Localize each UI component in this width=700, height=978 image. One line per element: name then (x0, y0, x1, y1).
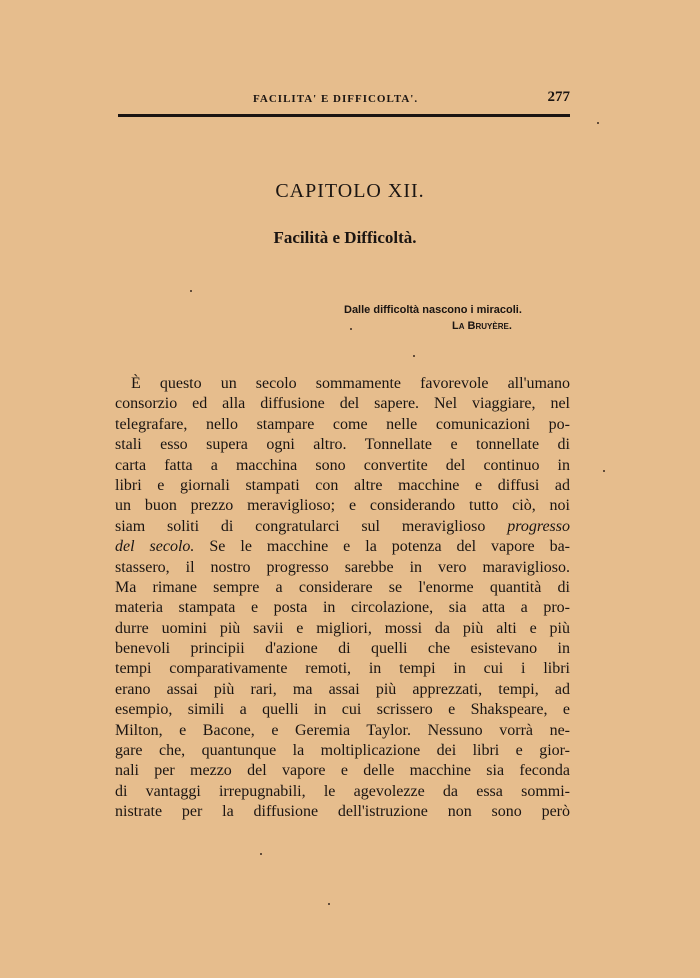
running-title: FACILITA' E DIFFICOLTA'. (253, 93, 419, 105)
text-line (115, 517, 570, 537)
text-line: Ma rimane sempre a considerare se l'enorme quantità di (115, 578, 570, 596)
text-line: erano assai più rari, ma assai più apprezzati, tempi, ad (115, 680, 570, 698)
text-line: stali esso supera ogni altro. Tonnellate e tonnellate di (115, 436, 570, 454)
epigraph-author: La Bruyère. (452, 320, 512, 332)
paper-speck (328, 903, 330, 905)
text-line: telegrafare, nello stampare come nelle comunicazioni po- (115, 415, 570, 433)
text-line: gare che, quantunque la moltiplicazione dei libri e gior- (115, 742, 570, 760)
text-segment: siam soliti di congratularci sul meraviglioso (115, 517, 486, 535)
text-line: carta fatta a macchina sono convertite del continuo in (115, 456, 570, 474)
header-rule (118, 114, 570, 117)
body-text (115, 374, 570, 823)
page-number: 277 (547, 89, 570, 105)
text-line: durre uomini più savii e migliori, mossi da più alti e più (115, 619, 570, 637)
text-line: un buon prezzo meraviglioso; e considerando tutto ciò, noi (115, 497, 570, 515)
italic-phrase: del secolo. (115, 538, 195, 556)
paper-speck (190, 290, 192, 292)
text-line: stassero, il nostro progresso sarebbe in vero maraviglioso. (115, 558, 570, 576)
paper-speck (603, 470, 605, 472)
text-line: di vantaggi irrepugnabili, le agevolezze da essa sommi- (115, 782, 570, 800)
text-line: nistrate per la diffusione dell'istruzione non sono però (115, 803, 570, 821)
italic-phrase: progresso (507, 517, 571, 535)
section-title: Facilità e Difficoltà. (273, 228, 417, 247)
running-header (118, 90, 568, 112)
text-line (115, 537, 570, 557)
paper-speck (350, 328, 352, 330)
text-line: tempi comparativamente remoti, in tempi in cui i libri (115, 660, 570, 678)
paper-speck (413, 355, 415, 357)
text-line: È questo un secolo sommamente favorevole all'umano (131, 375, 570, 392)
text-line: libri e giornali stampati con altre macchine e diffusi ad (115, 476, 570, 494)
text-line: esempio, simili a quelli in cui scrissero e Shakspeare, e (115, 701, 570, 719)
epigraph-quote: Dalle difficoltà nascono i miracoli. (344, 304, 522, 316)
paper-speck (597, 122, 599, 124)
text-line: consorzio ed alla diffusione del sapere. Nel viaggiare, nel (115, 395, 570, 413)
text-line: materia stampata e posta in circolazione, sia atta a pro- (115, 599, 570, 617)
text-segment: Se le macchine e la potenza del vapore ba- (209, 538, 571, 556)
text-line: Milton, e Bacone, e Geremia Taylor. Nessuno vorrà ne- (115, 721, 570, 739)
text-line: nali per mezzo del vapore e delle macchine sia feconda (115, 762, 570, 780)
text-line: benevoli principii d'azione di quelli che esistevano in (115, 640, 570, 658)
paper-speck (260, 853, 262, 855)
chapter-title: CAPITOLO XII. (275, 180, 425, 202)
